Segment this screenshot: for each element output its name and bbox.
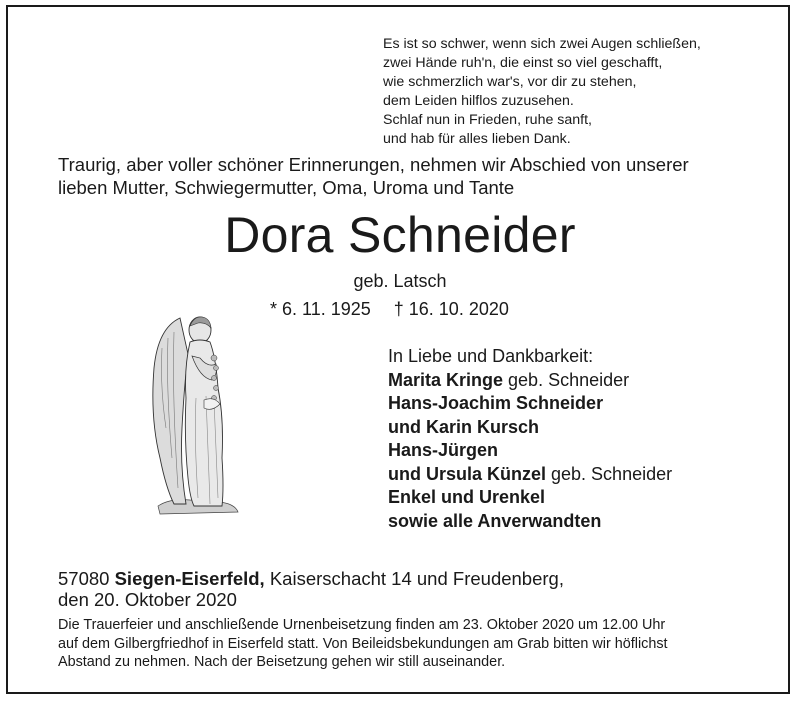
funeral-info-line: auf dem Gilbergfriedhof in Eiserfeld statt. Von Beileidsbekundungen am Grab bitten wir höflichst [58,635,668,652]
address-block [58,568,564,610]
poem-line: zwei Hände ruh'n, die einst so viel geschafft, [383,55,663,71]
poem-line: wie schmerzlich war's, vor dir zu stehen, [383,74,637,90]
poem-line: Schlaf nun in Frieden, ruhe sanft, [383,112,592,128]
mourner-note: geb. Schneider [503,369,630,390]
mourner-name: Marita Kringe [388,369,504,390]
poem [383,35,701,149]
mourner-entry: und Karin Kursch [388,416,540,437]
mourner-entry [388,369,672,393]
birth-date: * 6. 11. 1925 [270,299,371,319]
mourners-list [388,345,672,533]
deceased-name: Dora Schneider [224,207,576,263]
poem-line: Es ist so schwer, wenn sich zwei Augen schließen, [383,36,701,52]
notice-date: den 20. Oktober 2020 [58,589,237,610]
life-dates [270,298,509,320]
funeral-info-line: Abstand zu nehmen. Nach der Beisetzung gehen wir still auseinander. [58,654,506,670]
zip-code: 57080 [58,568,115,589]
intro-line: Traurig, aber voller schöner Erinnerungen, nehmen wir Abschied von unserer [58,154,689,175]
address-line [58,568,564,589]
poem-line: dem Leiden hilflos zuzusehen. [383,93,574,109]
intro-text [58,153,689,199]
mourner-entry: Hans-Jürgen [388,440,499,460]
mourner-entry [388,463,672,487]
funeral-info-line: Die Trauerfeier und anschließende Urnenbeisetzung finden am 23. Oktober 2020 um 12.00 Uhr [58,617,666,633]
mourner-note: geb. Schneider [546,463,673,484]
town: Siegen-Eiserfeld, [114,568,265,589]
mourner-name: und Ursula Künzel [388,463,547,484]
mourner-entry: sowie alle Anverwandten [388,510,602,531]
angel-illustration [150,308,250,528]
mourner-entry: Hans-Joachim Schneider [388,393,604,413]
intro-line: lieben Mutter, Schwiegermutter, Oma, Uroma und Tante [58,177,515,198]
birth-name: geb. Latsch [353,271,447,291]
poem-line: und hab für alles lieben Dank. [383,131,571,147]
death-date: † 16. 10. 2020 [393,299,509,319]
mourner-entry: Enkel und Urenkel [388,487,546,507]
mourners-heading: In Liebe und Dankbarkeit: [388,346,594,366]
street: Kaiserschacht 14 und Freudenberg, [264,568,564,589]
funeral-info [58,616,698,672]
